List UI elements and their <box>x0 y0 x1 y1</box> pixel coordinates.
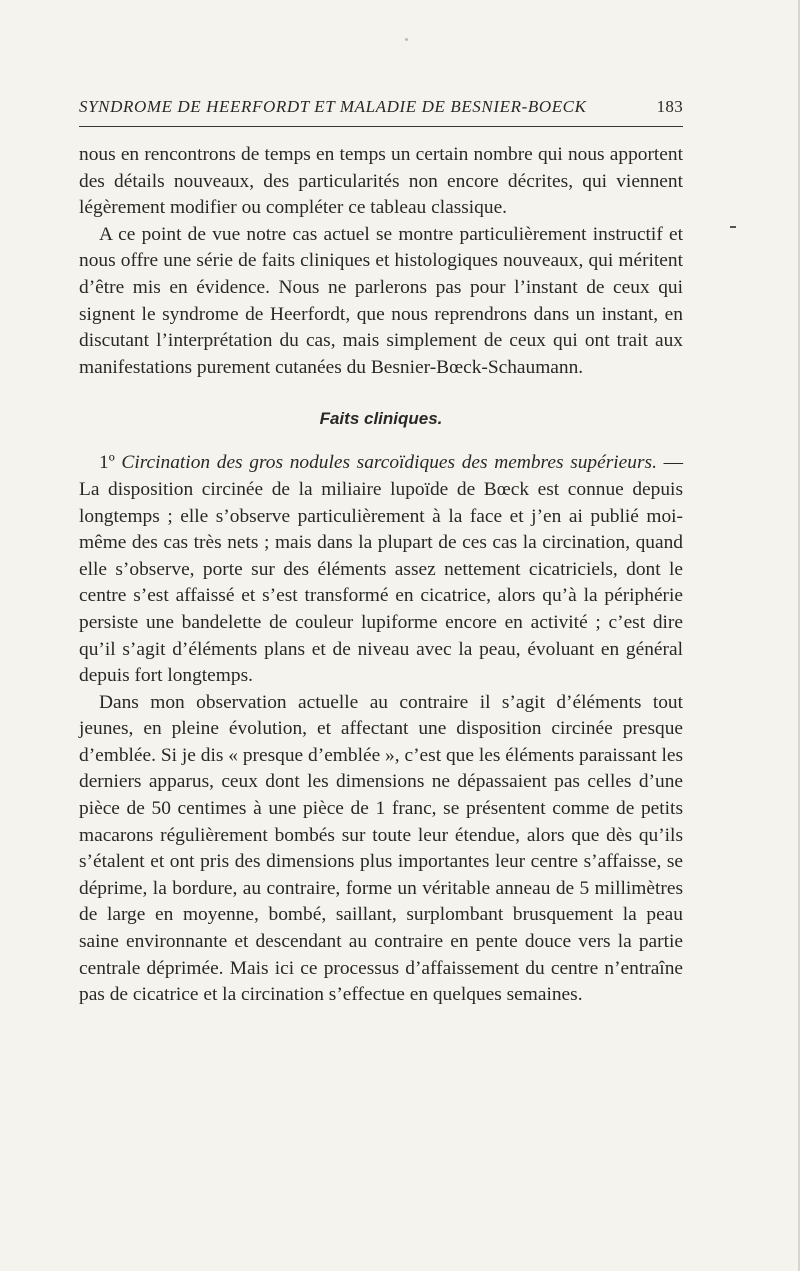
section-title: Faits cliniques. <box>319 409 443 429</box>
paragraph-1: nous en rencontrons de temps en temps un certain nombre qui nous apportent des détails nouveaux, des particularités non encore décrites, qui viennent légèrement modifier ou compléter ce tableau classique. <box>79 144 683 219</box>
item-text: — La disposition circinée de la miliaire lupoïde de Bœck est connue depuis longtemps ; elle s’observe particulièrement à la face et j’en ai publié moi-même des cas très nets ; mais dans la plupart de ces cas la circination, quand elle s’observe, porte sur des éléments assez nettement cicatriciels, dont le centre s’est affaissé et s’est transformé en cicatrice, alors qu’à la périphérie persiste une bandelette de couleur lupiforme encore en activité ; c’est dire qu’il s’agit d’éléments plans et de niveau avec la peau, évoluant en général depuis fort longtemps. <box>79 452 683 687</box>
running-header <box>79 97 683 117</box>
page-speck <box>405 38 408 41</box>
header-rule <box>79 126 683 127</box>
page-number: 183 <box>656 97 683 116</box>
margin-mark <box>730 226 736 228</box>
paragraph-3 <box>79 450 683 689</box>
paragraph-2: A ce point de vue notre cas actuel se montre particulièrement instructif et nous offre une série de faits cliniques et histologiques nouveaux, qui méritent d’être mis en évidence. Nous ne parlerons pas pour l’instant de ceux qui signent le syndrome de Heerfordt, que nous reprendrons dans un instant, en discutant l’interprétation du cas, mais simplement de ceux qui ont trait aux manifestations purement cutanées du Besnier-Bœck-Schaumann. <box>79 223 683 378</box>
body-text <box>79 142 683 1009</box>
running-title: SYNDROME DE HEERFORDT ET MALADIE DE BESNIER-BOECK <box>79 97 587 116</box>
item-title: Circination des gros nodules sarcoïdiques des membres supérieurs. <box>121 452 657 474</box>
item-number: 1º <box>99 452 115 474</box>
paragraph-4: Dans mon observation actuelle au contraire il s’agit d’éléments tout jeunes, en pleine évolution, et affectant une disposition circinée presque d’emblée. Si je dis « presque d’emblée », c’est que les éléments paraissant les derniers apparus, ceux dont les dimensions ne dépassaient pas celles d’une pièce de 50 centimes à une pièce de 1 franc, se présentent comme de petits macarons régulièrement bombés sur toute leur étendue, alors que dès qu’ils s’étalent et ont pris des dimensions plus importantes leur centre s’affaisse, se déprime, la bordure, au contraire, forme un véritable anneau de 5 millimètres de large en moyenne, bombé, saillant, surplombant brusquement la peau saine environnante et descendant au contraire en pente douce vers la partie centrale déprimée. Mais ici ce processus d’affaissement du centre n’entraîne pas de cicatrice et la circination s’effectue en quelques semaines. <box>79 691 683 1006</box>
